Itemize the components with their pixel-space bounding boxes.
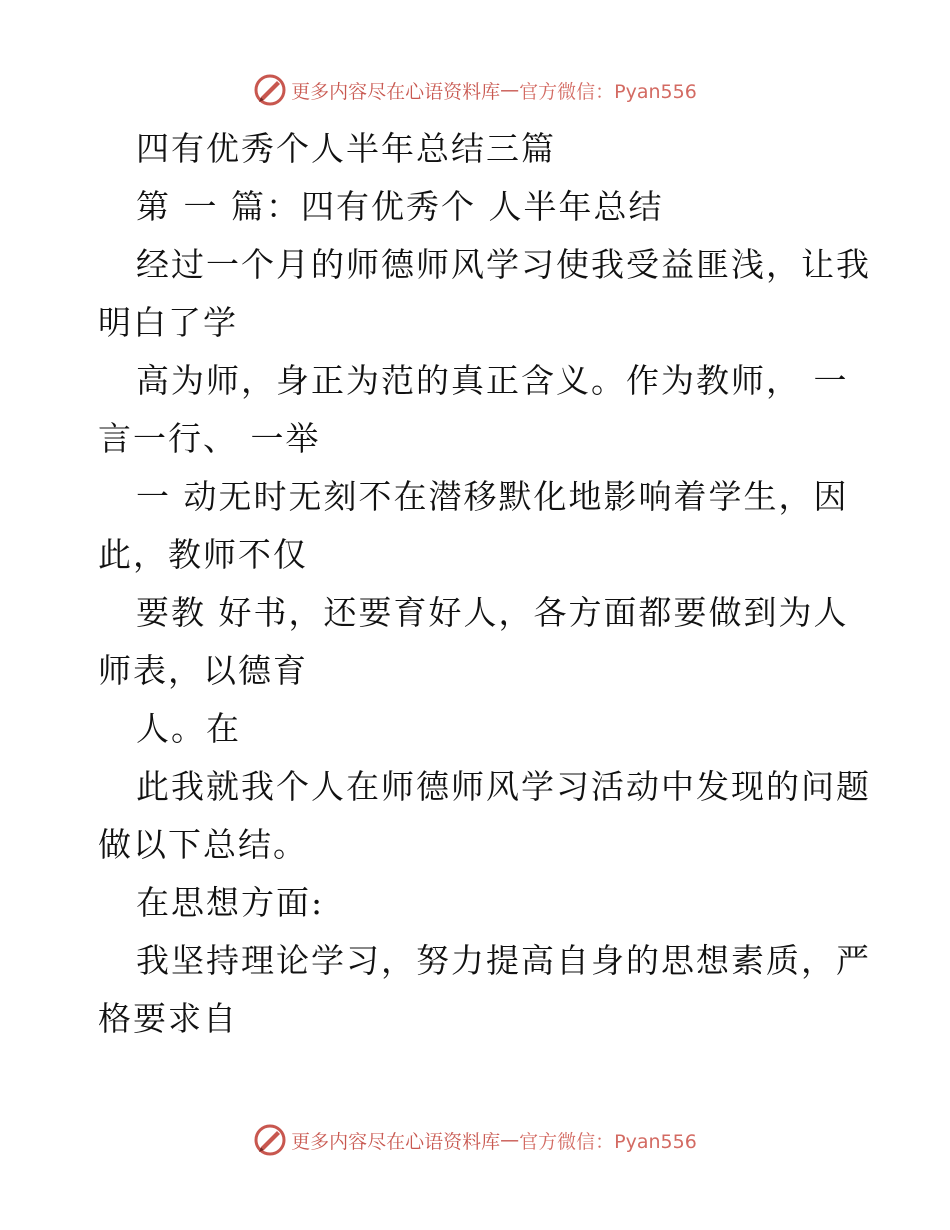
paragraph-line: 师表，以德育 [98,651,308,690]
paragraph-line: 此我就我个人在师德师风学习活动中发现的问题 [136,767,871,806]
subheading-line: 在思想方面: [136,883,325,922]
banner-wechat: 官方微信：Pyan556 [519,80,697,103]
paragraph-line: 人。在 [136,709,241,748]
paragraph-line: 高为师，身正为范的真正含义。作为教师， 一 [136,361,849,400]
paragraph-line: 我坚持理论学习，努力提高自身的思想素质，严 [136,941,871,980]
footer-banner [0,1120,950,1160]
document-title: 四有优秀个人半年总结三篇 [136,129,556,168]
banner-text: 更多内容尽在心语资料库 [291,80,501,103]
pen-logo-icon [253,73,287,107]
section-heading: 第 一 篇：四有优秀个 人半年总结 [136,187,664,226]
header-banner [0,70,950,110]
banner-dash: — [500,79,520,101]
paragraph-line: 明白了学 [98,303,238,342]
banner-dash: — [500,1129,520,1151]
paragraph-line: 要教 好书，还要育好人，各方面都要做到为人 [136,593,849,632]
document-body [98,120,871,1048]
paragraph-line: 做以下总结。 [98,825,308,864]
paragraph-line: 格要求自 [98,999,238,1038]
paragraph-line: 此，教师不仅 [98,535,308,574]
paragraph-line: 言一行、 一举 [98,419,321,458]
banner-wechat: 官方微信：Pyan556 [519,1130,697,1153]
pen-logo-icon [253,1123,287,1157]
paragraph-line: 经过一个月的师德师风学习使我受益匪浅，让我 [136,245,871,284]
paragraph-line: 一 动无时无刻不在潜移默化地影响着学生，因 [136,477,849,516]
banner-text: 更多内容尽在心语资料库 [291,1130,501,1153]
